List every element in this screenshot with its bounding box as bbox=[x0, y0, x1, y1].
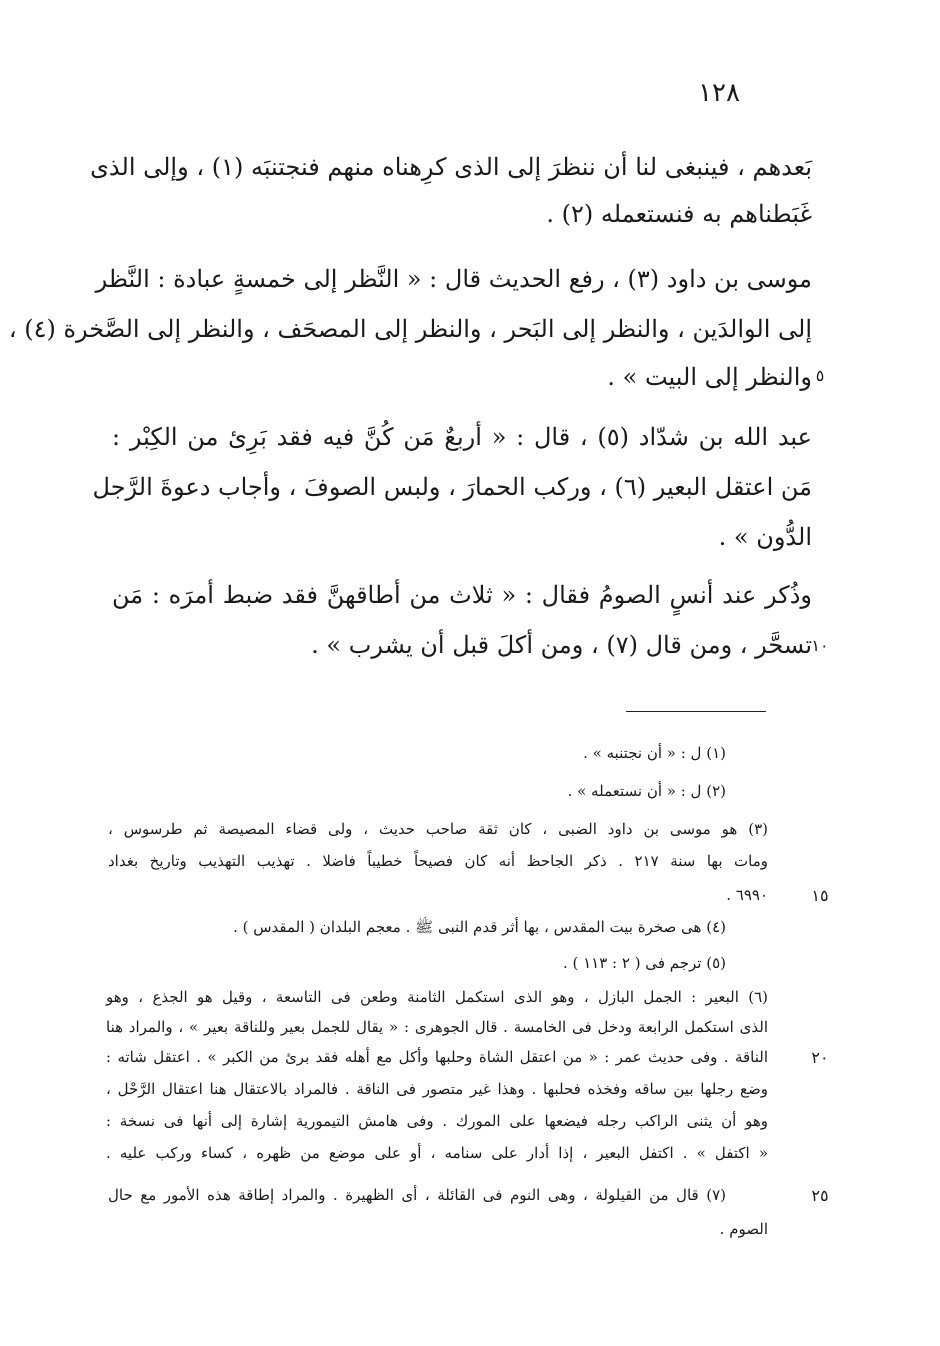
body-line: موسى بن داود (٣) ، رفع الحديث قال : « النَّظر إلى خمسةٍ عبادة : النَّظر bbox=[95, 265, 812, 293]
line-marker: ٢٠ bbox=[811, 1048, 829, 1067]
line-marker: ١٥ bbox=[811, 886, 829, 905]
footnote-line: (٣) هو موسى بن داود الضبى ، كان ثقة صاحب حديث ، ولى قضاء المصيصة ثم طرسوس ، bbox=[108, 820, 768, 838]
footnote-line: الذى استكمل الرابعة ودخل فى الخامسة . قال الجوهرى : « يقال للجمل بعير وللناقة بعير » ، والمراد هنا bbox=[106, 1018, 768, 1036]
page-number: ١٢٨ bbox=[698, 78, 740, 108]
footnote-line: (٤) هى صخرة بيت المقدس ، بها أثر قدم النبى ﷺ . معجم البلدان ( المقدس ) . bbox=[233, 918, 726, 936]
footnote-line: (٦) البعير : الجمل البازل ، وهو الذى استكمل الثامنة وطعن فى التاسعة ، وقيل هو الجذع ، وهو bbox=[106, 988, 768, 1006]
footnote-line: الصوم . bbox=[719, 1220, 768, 1238]
line-marker: ٢٥ bbox=[811, 1186, 829, 1205]
body-line: والنظر إلى البيت » . bbox=[607, 363, 812, 391]
footnote-line: « اكتفل » . اكتفل البعير ، إذا أدار على سنامه ، أو على موضع من ظهره ، كساء وركب عليه . bbox=[106, 1144, 768, 1162]
footnote-line: (٧) قال من القيلولة ، وهى النوم فى القائلة ، أى الظهيرة . والمراد إطاقة هذه الأمور مع حال bbox=[108, 1186, 726, 1204]
body-line: غَبَطناهم به فنستعمله (٢) . bbox=[546, 200, 812, 228]
body-line: الدُّون » . bbox=[718, 523, 812, 551]
footnote-line: ومات بها سنة ٢١٧ . ذكر الجاحظ أنه كان فصيحاً خطيباً فاضلا . تهذيب التهذيب وتاريخ بغداد bbox=[108, 852, 768, 870]
body-line: إلى الوالدَين ، والنظر إلى البَحر ، والنظر إلى المصحَف ، والنظر إلى الصَّخرة (٤) ، bbox=[8, 315, 812, 343]
footnote-line: (١) ل : « أن نجتنبه » . bbox=[583, 744, 726, 762]
body-line: مَن اعتقل البعير (٦) ، وركب الحمارَ ، ولبس الصوفَ ، وأجاب دعوةَ الرَّجل bbox=[92, 473, 812, 501]
body-line: بَعدهم ، فينبغى لنا أن ننظرَ إلى الذى كرِهناه منهم فنجتنبَه (١) ، وإلى الذى bbox=[90, 153, 812, 181]
line-marker: ٥ bbox=[815, 366, 825, 385]
body-line: وذُكر عند أنسٍ الصومُ فقال : « ثلاث من أطاقهنَّ فقد ضبط أمرَه : مَن bbox=[112, 581, 812, 609]
footnote-line: (٥) ترجم فى ( ٢ : ١١٣ ) . bbox=[562, 954, 726, 972]
body-line: تسحَّر ، ومن قال (٧) ، ومن أكلَ قبل أن يشرب » . bbox=[311, 631, 812, 659]
footnote-line: وضع رجلها بين ساقه وفخذه فحلبها . وهذا غير متصور فى الناقة . فالمراد بالاعتقال هنا اعتقال الرَّحْل ، bbox=[106, 1080, 768, 1098]
footnote-line: وهو أن يثنى الراكب رجله فيضعها على المورك . وفى هامش التيمورية إشارة إلى أنها فى نسخة : bbox=[106, 1112, 768, 1130]
line-marker: ١٠ bbox=[811, 636, 829, 655]
footnote-line: (٢) ل : « أن نستعمله » . bbox=[567, 782, 726, 800]
footnote-line: الناقة . وفى حديث عمر : « من اعتقل الشاة وحلبها وأكل مع أهله فقد برئ من الكبر » . اعتقل شاته : bbox=[106, 1048, 768, 1066]
body-line: عبد الله بن شدّاد (٥) ، قال : « أربعٌ مَن كُنَّ فيه فقد بَرِئ من الكِبْر : bbox=[112, 423, 812, 451]
footnote-separator bbox=[626, 711, 766, 712]
footnote-line: ٦٩٩٠ . bbox=[726, 886, 768, 904]
